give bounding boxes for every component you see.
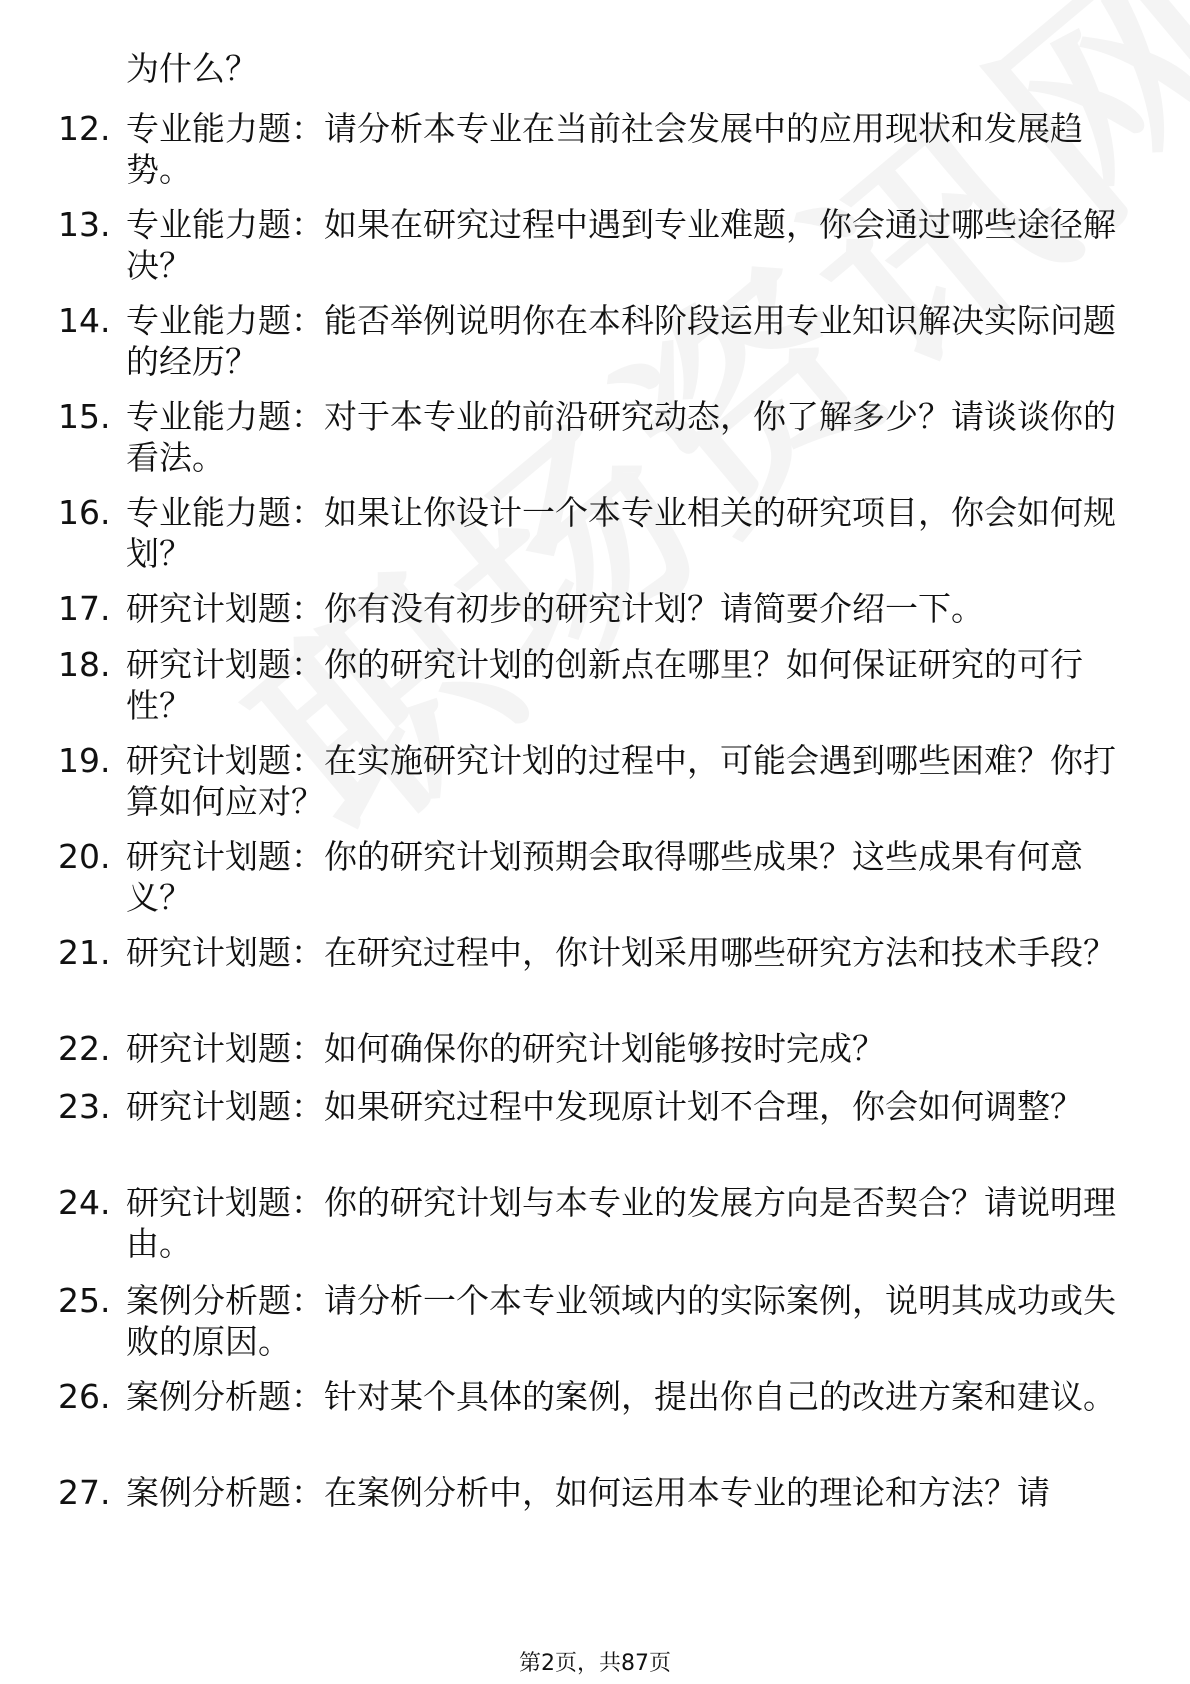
item-category: 案例分析题：: [126, 1377, 324, 1416]
item-question: 你有没有初步的研究计划？请简要介绍一下。: [324, 589, 984, 628]
item-question: 请分析一个本专业领域内的实际案例，说明其成功或失败的原因。: [126, 1281, 1116, 1361]
item-text: [126, 1086, 1116, 1127]
item-category: 研究计划题：: [126, 741, 324, 780]
item-text: [126, 1280, 1116, 1362]
item-text: [126, 300, 1116, 382]
item-question: 如果研究过程中发现原计划不合理，你会如何调整？: [324, 1087, 1083, 1126]
item-text: [126, 1028, 1116, 1069]
item-number: 18.: [58, 645, 111, 684]
item-number: 25.: [58, 1281, 111, 1320]
item-question: 在研究过程中，你计划采用哪些研究方法和技术手段？: [324, 933, 1116, 972]
item-question: 如果让你设计一个本专业相关的研究项目，你会如何规划？: [126, 493, 1116, 573]
item-number: 22.: [58, 1029, 111, 1068]
item-category: 专业能力题：: [126, 205, 324, 244]
item-question: 你的研究计划预期会取得哪些成果？这些成果有何意义？: [126, 837, 1083, 917]
item-category: 研究计划题：: [126, 1087, 324, 1126]
item-number: 16.: [58, 493, 111, 532]
item-category: 案例分析题：: [126, 1281, 324, 1320]
item-category: 研究计划题：: [126, 645, 324, 684]
item-number: 23.: [58, 1087, 111, 1126]
item-category: 专业能力题：: [126, 109, 324, 148]
item-category: 研究计划题：: [126, 837, 324, 876]
item-question: 在案例分析中，如何运用本专业的理论和方法？请: [324, 1473, 1050, 1512]
item-number: 27.: [58, 1473, 111, 1512]
item-category: 专业能力题：: [126, 301, 324, 340]
item-question: 请分析本专业在当前社会发展中的应用现状和发展趋势。: [126, 109, 1083, 189]
item-category: 专业能力题：: [126, 397, 324, 436]
item-category: 研究计划题：: [126, 933, 324, 972]
item-question: 对于本专业的前沿研究动态，你了解多少？请谈谈你的看法。: [126, 397, 1116, 477]
item-number: 17.: [58, 589, 111, 628]
item-category: 研究计划题：: [126, 1029, 324, 1068]
item-text: [126, 204, 1116, 286]
item-category: 研究计划题：: [126, 589, 324, 628]
item-text: [126, 740, 1116, 822]
continuation-text: 为什么？: [126, 49, 258, 88]
item-question: 如果在研究过程中遇到专业难题，你会通过哪些途径解决？: [126, 205, 1116, 285]
item-text: [126, 396, 1116, 478]
item-text: [126, 932, 1116, 973]
item-question: 你的研究计划的创新点在哪里？如何保证研究的可行性？: [126, 645, 1083, 725]
item-number: 13.: [58, 205, 111, 244]
item-question: 能否举例说明你在本科阶段运用专业知识解决实际问题的经历？: [126, 301, 1116, 381]
item-text: [126, 108, 1116, 190]
item-text: [126, 1182, 1116, 1264]
item-category: 案例分析题：: [126, 1473, 324, 1512]
item-number: 21.: [58, 933, 111, 972]
item-text: [126, 1472, 1116, 1513]
item-category: 研究计划题：: [126, 1183, 324, 1222]
item-question: 你的研究计划与本专业的发展方向是否契合？请说明理由。: [126, 1183, 1116, 1263]
item-question: 如何确保你的研究计划能够按时完成？: [324, 1029, 885, 1068]
page-footer: 第2页，共87页: [519, 1651, 671, 1676]
item-number: 12.: [58, 109, 111, 148]
item-text: [126, 644, 1116, 726]
item-number: 20.: [58, 837, 111, 876]
item-text: [126, 492, 1116, 574]
item-text: [126, 836, 1116, 918]
item-question: 针对某个具体的案例，提出你自己的改进方案和建议。: [324, 1377, 1116, 1416]
item-category: 专业能力题：: [126, 493, 324, 532]
item-question: 在实施研究计划的过程中，可能会遇到哪些困难？你打算如何应对？: [126, 741, 1116, 821]
item-number: 14.: [58, 301, 111, 340]
item-number: 26.: [58, 1377, 111, 1416]
item-number: 24.: [58, 1183, 111, 1222]
item-text: [126, 1376, 1116, 1417]
item-number: 19.: [58, 741, 111, 780]
item-text: [126, 588, 1116, 629]
item-number: 15.: [58, 397, 111, 436]
